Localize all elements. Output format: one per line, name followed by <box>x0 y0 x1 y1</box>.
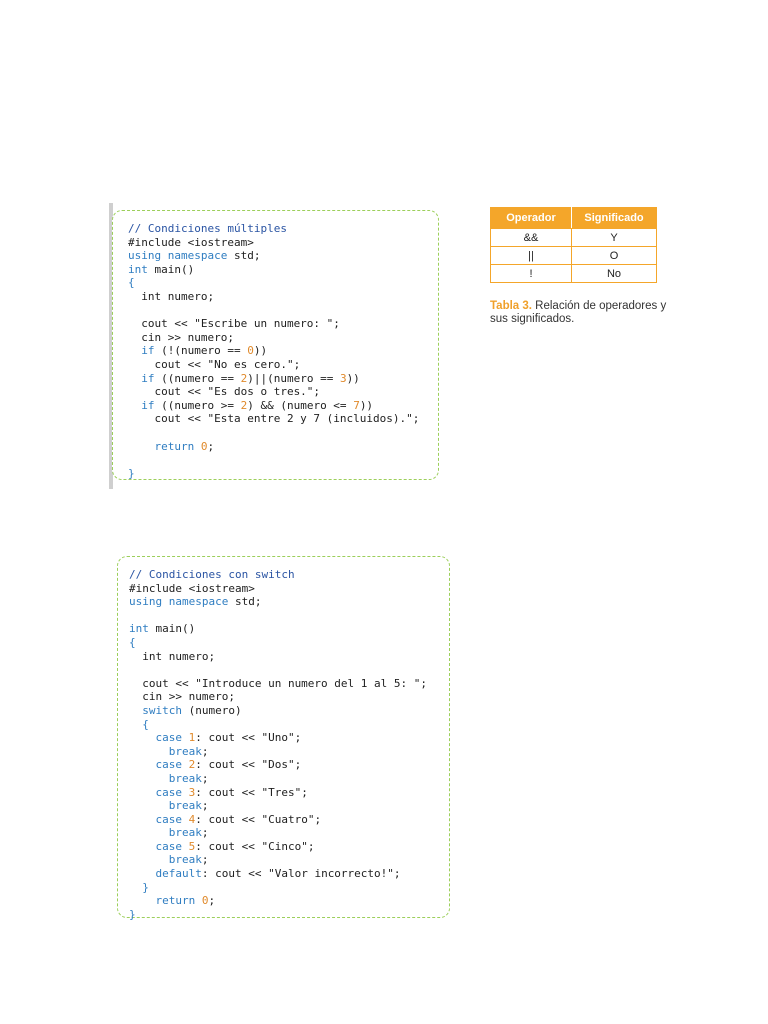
code-token: )||(numero == <box>247 371 340 385</box>
code-line <box>129 758 427 772</box>
code-token: default <box>129 867 202 881</box>
code-line <box>128 344 419 358</box>
code-token: case <box>129 731 182 745</box>
code-line <box>129 813 427 827</box>
code-token: : cout << "Valor incorrecto!"; <box>201 867 401 881</box>
code-token: } <box>128 466 135 480</box>
code-line <box>129 799 427 813</box>
code-token <box>182 758 189 771</box>
code-line <box>129 826 427 840</box>
code-token: if <box>128 371 155 385</box>
code-token: ; <box>201 771 209 785</box>
code-token: : cout << "Cinco"; <box>195 839 315 853</box>
code-line <box>129 568 427 582</box>
code-line <box>129 731 427 745</box>
code-line <box>129 786 427 800</box>
code-line <box>129 853 427 867</box>
code-line <box>128 249 419 263</box>
code-line <box>129 894 427 908</box>
code-line <box>128 236 419 250</box>
code-line <box>129 650 427 664</box>
header-operador: Operador <box>491 208 572 229</box>
code-token: cin >> numero; <box>128 330 234 344</box>
code-token: return <box>128 439 195 453</box>
code-token: break <box>129 799 202 813</box>
code-line <box>128 222 419 236</box>
cell-meaning: O <box>572 247 657 265</box>
code-token: break <box>129 771 202 785</box>
code-token <box>182 786 189 799</box>
header-significado: Significado <box>572 208 657 229</box>
code-token <box>195 894 202 907</box>
code-token: 0 <box>200 439 208 453</box>
code-line <box>128 317 419 331</box>
code-token: : cout << "Uno"; <box>195 731 302 745</box>
code-token: )) <box>346 371 360 385</box>
code-token: 0 <box>247 344 254 358</box>
code-line <box>128 372 419 386</box>
code-token: 3 <box>339 371 347 385</box>
table-row <box>491 265 657 283</box>
code-line <box>128 304 419 318</box>
code-token: int <box>128 262 148 276</box>
code-token: ; <box>207 439 215 453</box>
code-line <box>129 772 427 786</box>
code-line <box>128 290 419 304</box>
code-token: ; <box>208 894 216 908</box>
code-token <box>182 840 189 853</box>
code-token: ((numero >= <box>154 398 241 412</box>
code-line <box>129 609 427 623</box>
code-token: ; <box>201 799 209 813</box>
operator-table <box>490 207 657 283</box>
code-token: return <box>129 894 196 908</box>
code-token: )) <box>253 344 268 358</box>
code-token: 2 <box>240 398 248 412</box>
cell-meaning: Y <box>572 229 657 247</box>
code-token: 7 <box>353 398 360 412</box>
code-token: if <box>128 344 155 358</box>
code-token: main() <box>147 262 195 276</box>
code-line <box>129 881 427 895</box>
code-token: std; <box>227 249 261 263</box>
code-token: ; <box>201 826 209 840</box>
code-token: int <box>129 622 149 636</box>
code-token: if <box>128 398 155 412</box>
code-line <box>128 426 419 440</box>
code-token: using namespace <box>129 595 229 609</box>
code-token: ((numero == <box>154 371 241 385</box>
code-token: cout << "Introduce un numero del 1 al 5: "; <box>129 676 428 690</box>
code-token: case <box>129 758 182 772</box>
code-token: break <box>129 826 202 840</box>
code-token: } <box>129 907 136 921</box>
code-token <box>194 440 201 453</box>
code-token: ; <box>201 853 209 867</box>
code-token: { <box>128 276 135 290</box>
code-token: (numero) <box>181 703 242 717</box>
code-token: case <box>129 839 182 853</box>
cell-operator: || <box>491 247 572 265</box>
code-token: case <box>129 812 182 826</box>
code-token: { <box>129 717 149 731</box>
code-token: )) <box>359 398 374 412</box>
code-token: : cout << "Cuatro"; <box>195 812 322 826</box>
code-token: : cout << "Tres"; <box>195 785 308 799</box>
code-token: std; <box>228 595 262 609</box>
code-token: cin >> numero; <box>129 690 235 704</box>
code-line <box>129 867 427 881</box>
code-token: int numero; <box>128 289 215 303</box>
code-line <box>129 663 427 677</box>
code-token: // Condiciones con switch <box>129 568 295 581</box>
code-token: #include <iostream> <box>128 235 254 249</box>
code-line <box>129 582 427 596</box>
code-token: cout << "No es cero."; <box>128 357 301 371</box>
code-token: 0 <box>201 894 209 908</box>
table-row <box>491 229 657 247</box>
code-line <box>129 745 427 759</box>
code-line <box>129 636 427 650</box>
code-listing-multiple-conditions <box>128 222 419 480</box>
code-token: { <box>129 635 136 649</box>
code-line <box>128 399 419 413</box>
code-token: 2 <box>240 371 248 385</box>
code-token: cout << "Esta entre 2 y 7 (incluidos)."; <box>128 412 420 426</box>
code-token: cout << "Escribe un numero: "; <box>128 317 340 331</box>
code-token: cout << "Es dos o tres."; <box>128 385 321 399</box>
code-line <box>129 677 427 691</box>
code-line <box>128 276 419 290</box>
code-line <box>129 690 427 704</box>
code-token: (!(numero == <box>154 344 248 358</box>
code-line <box>129 704 427 718</box>
code-token: using namespace <box>128 249 228 263</box>
code-token: 3 <box>188 785 196 799</box>
code-token: main() <box>148 622 196 636</box>
code-line <box>128 385 419 399</box>
code-line <box>128 358 419 372</box>
code-token: int numero; <box>129 649 216 663</box>
code-line <box>129 718 427 732</box>
code-token <box>182 731 189 744</box>
code-token: 4 <box>188 812 196 826</box>
code-token: break <box>129 853 202 867</box>
code-line <box>129 595 427 609</box>
code-line <box>128 467 419 481</box>
table-row <box>491 247 657 265</box>
cell-operator: && <box>491 229 572 247</box>
code-token: ; <box>201 744 209 758</box>
code-token <box>182 813 189 826</box>
code-token: 1 <box>188 731 196 745</box>
code-line <box>128 412 419 426</box>
code-token: #include <iostream> <box>129 581 255 595</box>
code-token: break <box>129 744 202 758</box>
caption-tag: Tabla 3. <box>490 300 532 312</box>
code-token: // Condiciones múltiples <box>128 222 287 235</box>
cell-operator: ! <box>491 265 572 283</box>
code-token: } <box>129 880 149 894</box>
code-token: 2 <box>188 758 196 772</box>
code-token: 5 <box>188 839 196 853</box>
code-listing-switch <box>129 568 427 921</box>
code-line <box>128 440 419 454</box>
code-token: case <box>129 785 182 799</box>
code-token: ) && (numero <= <box>247 398 354 412</box>
code-line <box>129 908 427 922</box>
table-caption <box>490 300 670 326</box>
cell-meaning: No <box>572 265 657 283</box>
code-line <box>129 840 427 854</box>
code-line <box>128 263 419 277</box>
caption-text: Relación de operadores y sus significados. <box>490 300 667 325</box>
code-line <box>128 453 419 467</box>
code-token: switch <box>129 703 182 717</box>
table-header-row <box>491 208 657 229</box>
code-token: : cout << "Dos"; <box>195 758 302 772</box>
code-line <box>129 622 427 636</box>
code-line <box>128 331 419 345</box>
